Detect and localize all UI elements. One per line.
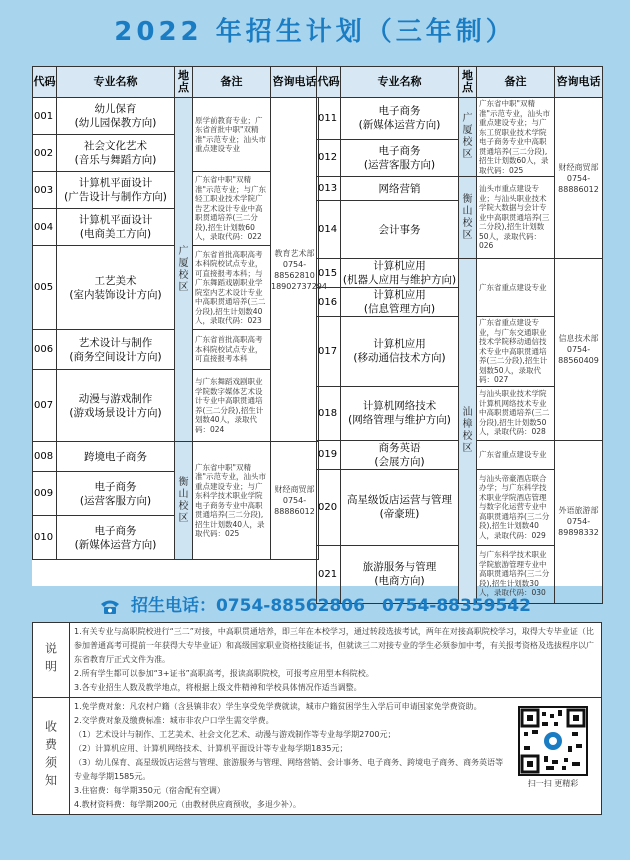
program-name: 电子商务 (运营客服方向) — [57, 472, 175, 516]
program-name: 计算机平面设计 (电商美工方向) — [57, 209, 175, 246]
fee-line: 4.教材资料费：每学期200元（由教材供应商预收，多退少补）。 — [74, 800, 301, 809]
recruitment-phone-line — [0, 592, 630, 620]
program-code: 006 — [33, 330, 57, 370]
program-table-left — [32, 66, 327, 560]
fee-label: 收费须知 — [33, 698, 70, 814]
program-code: 007 — [33, 370, 57, 442]
program-code: 012 — [317, 139, 341, 176]
phone-number: 0754-88562810 — [274, 259, 315, 280]
program-code: 009 — [33, 472, 57, 516]
notice-section — [33, 623, 601, 698]
program-code: 013 — [317, 177, 341, 201]
header-program: 专业名称 — [341, 67, 459, 98]
notice-line: 2.所有学生都可以参加“3+证书”高职高考，报读高职院校，可报考应用型本科院校。 — [74, 669, 374, 678]
contact-phone — [555, 259, 603, 441]
program-name: 社会文化艺术 (音乐与舞蹈方向) — [57, 135, 175, 172]
info-panel — [32, 622, 602, 815]
fee-line: 2.交学费对象及缴费标准：城市非农户口学生需交学费。 — [74, 716, 274, 725]
program-code: 003 — [33, 172, 57, 209]
recruitment-phones: 招生电话：0754-88562806 0754-88359542 — [130, 596, 531, 616]
program-name: 旅游服务与管理 (电商方向) — [341, 545, 459, 603]
campus-label: 衡山校区 — [175, 442, 193, 560]
header-location: 地点 — [459, 67, 477, 98]
qr-caption: 扫一扫 更精彩 — [527, 779, 579, 788]
qr-code-image[interactable] — [518, 706, 588, 776]
program-name: 计算机网络技术 (网络管理与维护方向) — [341, 386, 459, 440]
department-name: 财经商贸部 — [558, 162, 599, 172]
program-name: 动漫与游戏制作 (游戏场景设计方向) — [57, 370, 175, 442]
notice-line: 3.各专业招生人数及教学地点，将根据上级文件精神和学校具体情况作适当调整。 — [74, 683, 362, 692]
program-note: 原学前教育专业；广东省首批中职"双精准"示范专业；汕头市重点建设专业 — [193, 98, 271, 172]
program-name: 电子商务 (运营客服方向) — [341, 139, 459, 176]
notice-body — [70, 623, 601, 697]
qr-code-block — [515, 706, 591, 789]
campus-label: 衡山校区 — [459, 177, 477, 259]
program-code: 014 — [317, 201, 341, 259]
phone-number: 0754-88560409 — [558, 344, 599, 365]
program-note: 广东省重点建设专业 — [477, 259, 555, 317]
program-name: 高星级饭店运营与管理 (帝豪班) — [341, 469, 459, 545]
department-name: 外语旅游部 — [558, 506, 599, 515]
program-code: 002 — [33, 135, 57, 172]
program-note: 汕头市重点建设专业；与汕头职业技术学院大数据与会计专业中高职贯通培养(三二分段),招生计划数50人，录取代码：026 — [477, 177, 555, 259]
program-note: 广东省首批高职高考本科院校试点专业，可直接报考本科 — [193, 330, 271, 370]
program-name: 计算机应用 (机器人应用与维护方向) — [341, 259, 459, 288]
program-name: 工艺美术 (室内装饰设计方向) — [57, 246, 175, 330]
program-code: 021 — [317, 545, 341, 603]
program-name: 会计事务 — [341, 201, 459, 259]
program-code: 017 — [317, 317, 341, 387]
program-note: 广东省中职"双精准"示范专业，汕头市重点建设专业；与广东工贸职业技术学院电子商务专业中高职贯通培养(三二分段),招生计划数60人，录取代码：025 — [477, 98, 555, 177]
contact-phone — [271, 442, 319, 560]
program-name: 艺术设计与制作 (商务空间设计方向) — [57, 330, 175, 370]
program-note: 与广东舞蹈戏剧职业学院数字媒体艺术设计专业中高职贯通培养(三二分段),招生计划数40人，录取代码：024 — [193, 370, 271, 442]
program-code: 005 — [33, 246, 57, 330]
program-code: 019 — [317, 440, 341, 469]
program-note: 与广东科学技术职业学院旅游管理专业中高职贯通培养(三二分段),招生计划数30人，录取代码：030 — [477, 545, 555, 603]
program-code: 015 — [317, 259, 341, 288]
page-title: 2022 年招生计划（三年制） — [114, 17, 516, 47]
program-note: 广东省重点建设专业 — [477, 440, 555, 469]
department-name: 信息技术部 — [558, 333, 599, 343]
header-phone: 咨询电话 — [271, 67, 319, 98]
phone-number: 0754-89898332 — [558, 517, 599, 537]
header-code: 代码 — [33, 67, 57, 98]
program-code: 011 — [317, 98, 341, 140]
header-program: 专业名称 — [57, 67, 175, 98]
phone-number: 18902737294 — [271, 281, 327, 291]
program-note: 与汕头帝豪酒店联合办学；与广东科学技术职业学院酒店管理与数字化运营专业中高职贯通培养(三二分段),招生计划数40人，录取代码：029 — [477, 469, 555, 545]
notice-label: 说明 — [33, 623, 70, 697]
campus-label: 广厦校区 — [459, 98, 477, 177]
program-note: 广东省首批高职高考本科院校试点专业，可直接报考本科；与广东舞蹈戏剧职业学院室内艺术设计专业中高职贯通培养(三二分段),招生计划数40人，录取代码：023 — [193, 246, 271, 330]
program-name: 商务英语 (会展方向) — [341, 440, 459, 469]
program-name: 计算机应用 (移动通信技术方向) — [341, 317, 459, 387]
fee-line: 3.住宿费：每学期350元（宿舍配有空调） — [74, 786, 225, 795]
program-note: 与汕头职业技术学院计算机网络技术专业中高职贯通培养(三二分段),招生计划数50人，录取代码：028 — [477, 386, 555, 440]
program-name: 计算机平面设计 (广告设计与制作方向) — [57, 172, 175, 209]
program-code: 001 — [33, 98, 57, 135]
program-note: 广东省重点建设专业，与广东交通职业技术学院移动通信技术专业中高职贯通培养(三二分段),招生计划数50人，录取代码：027 — [477, 317, 555, 387]
program-tables — [32, 66, 602, 598]
program-code: 016 — [317, 288, 341, 317]
header-location: 地点 — [175, 67, 193, 98]
program-code: 004 — [33, 209, 57, 246]
notice-line: 1.有关专业与高职院校进行“三二”对接，中高职贯通培养，即三年在本校学习，通过转段选拔考试，两年在对接高职院校学习，取得大专毕业证（比参加普通高考可提前一年获得大专毕业证）和高级国家职业资格技能证书，但就读三二对接专业的学生必须参加中考，有关报考资格及选拔程序以广东省教育厅正式文件为准。 — [74, 627, 594, 664]
header-note: 备注 — [193, 67, 271, 98]
program-table-right — [316, 66, 603, 604]
contact-phone — [555, 98, 603, 259]
phone-number: 0754-88886012 — [558, 173, 599, 194]
program-code: 010 — [33, 516, 57, 560]
program-note: 广东省中职"双精准"示范专业，汕头市重点建设专业；与广东科学技术职业学院电子商务专业中高职贯通培养(三二分段),招生计划数40人，录取代码：025 — [193, 442, 271, 560]
department-name: 教育艺术部 — [274, 248, 315, 258]
program-name: 跨境电子商务 — [57, 442, 175, 472]
program-name: 计算机应用 (信息管理方向) — [341, 288, 459, 317]
fee-section — [33, 698, 601, 814]
program-name: 网络营销 — [341, 177, 459, 201]
fee-line: （2）计算机应用、计算机网络技术、计算机平面设计等专业每学期1835元； — [74, 744, 348, 753]
program-note: 广东省中职"双精准"示范专业；与广东轻工职业技术学院广告艺术设计专业中高职贯通培养(三二分段),招生计划数60人，录取代码：022 — [193, 172, 271, 246]
header-phone: 咨询电话 — [555, 67, 603, 98]
department-name: 财经商贸部 — [274, 485, 315, 494]
program-code: 008 — [33, 442, 57, 472]
program-code: 020 — [317, 469, 341, 545]
contact-phone — [555, 440, 603, 603]
telephone-icon — [99, 597, 121, 615]
header-code: 代码 — [317, 67, 341, 98]
campus-label: 广厦校区 — [175, 98, 193, 442]
fee-line: 1.免学费对象：凡农村户籍（含县镇非农）学生享受免学费就读，城市户籍贫困学生入学后可申请国家免学费资助。 — [74, 702, 482, 711]
phone-number: 0754-88886012 — [274, 496, 315, 516]
program-name: 电子商务 (新媒体运营方向) — [57, 516, 175, 560]
program-name: 幼儿保育 (幼儿园保教方向) — [57, 98, 175, 135]
campus-label: 汕樟校区 — [459, 259, 477, 604]
fee-line: （3）幼儿保育、高星级饭店运营与管理、旅游服务与管理、网络营销、会计事务、电子商务、跨境电子商务、商务英语等专业每学期1585元。 — [74, 758, 504, 781]
program-code: 018 — [317, 386, 341, 440]
header-note: 备注 — [477, 67, 555, 98]
program-name: 电子商务 (新媒体运营方向) — [341, 98, 459, 140]
fee-line: （1）艺术设计与制作、工艺美术、社会文化艺术、动漫与游戏制作等专业每学期2700元； — [74, 730, 396, 739]
contact-phone — [271, 98, 327, 442]
